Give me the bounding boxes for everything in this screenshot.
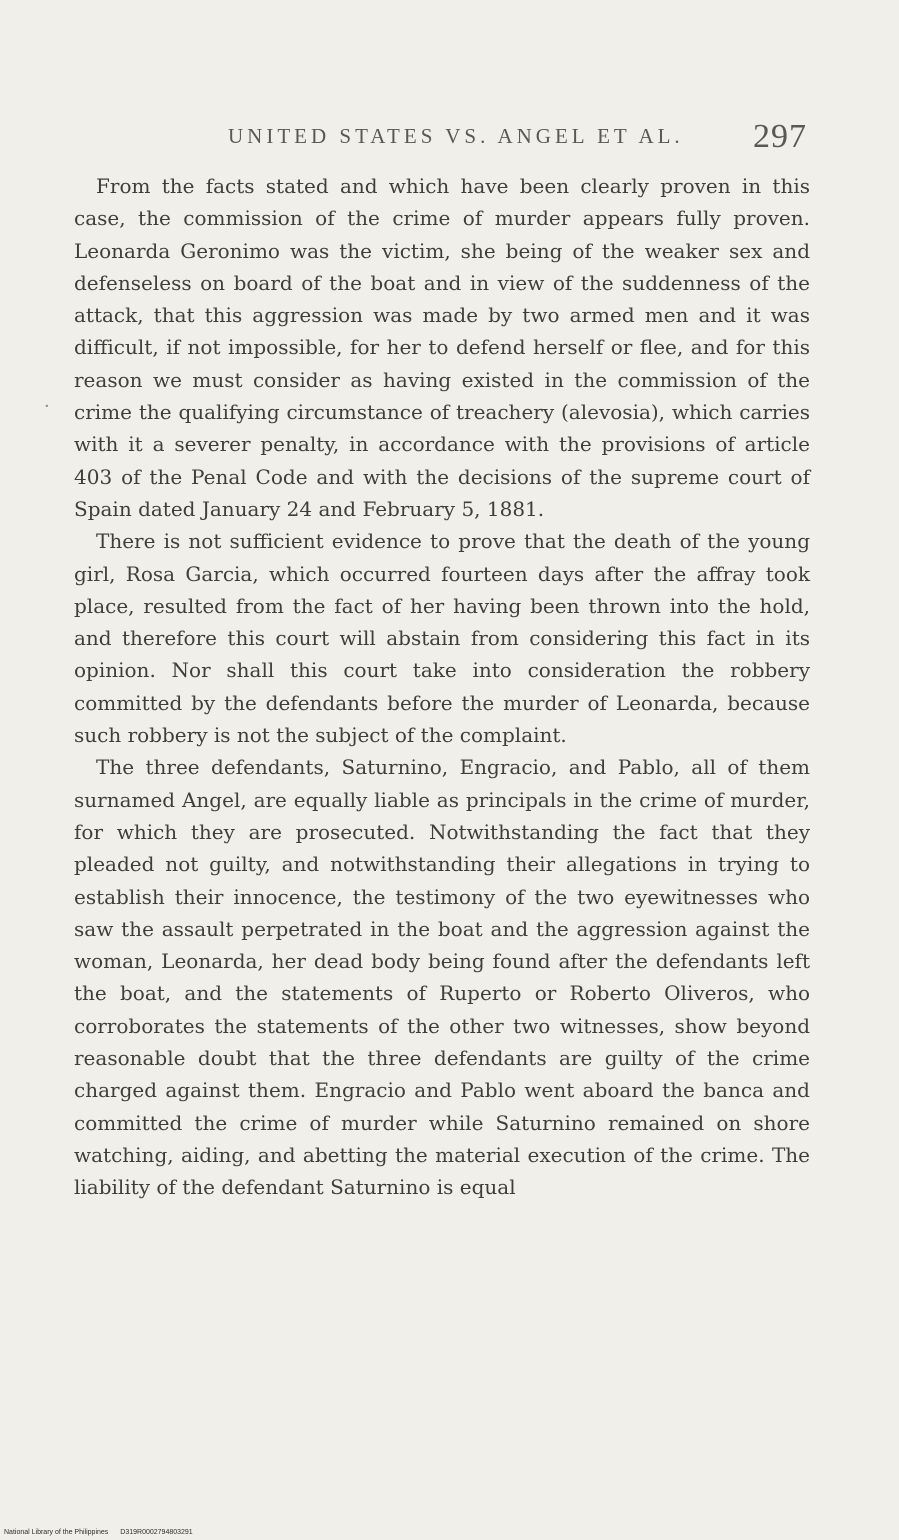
footer-credit xyxy=(4,1529,193,1536)
paragraph-3: The three defendants, Saturnino, Engracio, and Pablo, all of them surnamed Angel, are equally liable as principals in the crime of murder, for which they are prosecuted. Notwithstanding the fact that they pleaded not guilty, and notwithstanding their allegations in trying to establish their innocence, the testimony of the two eyewitnesses who saw the assault perpetrated in the boat and the aggression against the woman, Leonarda, her dead body being found after the defendants left the boat, and the statements of Ruperto or Roberto Oliveros, who corroborates the statements of the other two witnesses, show beyond reasonable doubt that the three defendants are guilty of the crime charged against them. Engracio and Pablo went aboard the banca and committed the crime of murder while Saturnino remained on shore watching, aiding, and abetting the material execution of the crime. The liability of the defendant Saturnino is equal xyxy=(74,755,810,1200)
paragraph-1: From the facts stated and which have been clearly proven in this case, the commission of the crime of murder appears fully proven. Leonarda Geronimo was the victim, she being of the weaker sex and defenseless on board of the boat and in view of the suddenness of the attack, that this aggression was made by two armed men and it was difficult, if not impossible, for her to defend herself or flee, and for this reason we must consider as having existed in the commission of the crime the qualifying circumstance of treachery (alevosia), which carries with it a severer penalty, in accordance with the provisions of article 403 of the Penal Code and with the decisions of the supreme court of Spain dated January 24 and February 5, 1881. xyxy=(74,174,810,521)
paragraph-2: There is not sufficient evidence to prove that the death of the young girl, Rosa Garcia, which occurred fourteen days after the affray took place, resulted from the fact of her having been thrown into the hold, and therefore this court will abstain from considering this fact in its opinion. Nor shall this court take into consideration the robbery committed by the defendants before the murder of Leonarda, because such robbery is not the subject of the complaint. xyxy=(74,529,810,748)
body-text xyxy=(74,170,810,1204)
footer-institution: National Library of the Philippines xyxy=(4,1529,109,1536)
running-title: UNITED STATES VS. ANGEL ET AL. xyxy=(228,124,684,148)
footer-document-id: D319R0002794803291 xyxy=(120,1529,193,1536)
page-number: 297 xyxy=(753,118,807,155)
running-head xyxy=(0,118,899,158)
margin-dot: · xyxy=(44,396,50,417)
